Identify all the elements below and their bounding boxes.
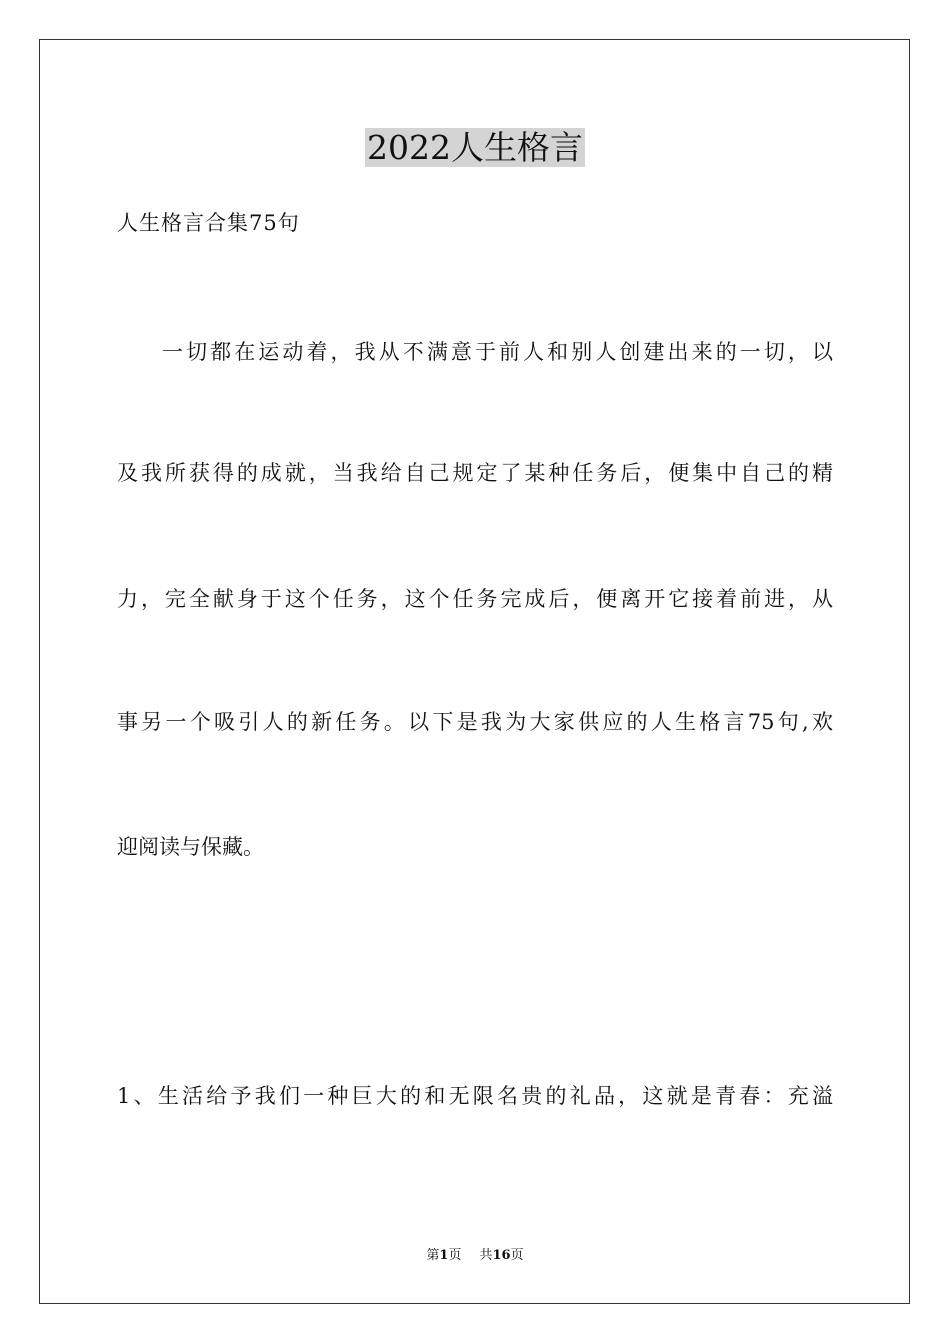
footer-total-suffix: 页 xyxy=(510,1248,524,1263)
paragraph-line-1: 一切都在运动着，我从不满意于前人和别人创建出来的一切，以 xyxy=(162,340,833,364)
footer-total-prefix: 共 xyxy=(479,1248,493,1263)
footer-total-pages: 16 xyxy=(492,1248,511,1263)
document-title-text: 2022人生格言 xyxy=(367,128,583,167)
paragraph-line-3: 力，完全献身于这个任务，这个任务完成后，便离开它接着前进，从 xyxy=(117,587,833,611)
footer-page-prefix: 第 xyxy=(426,1248,440,1263)
document-subtitle: 人生格言合集75句 xyxy=(117,211,300,235)
paragraph-line-2: 及我所获得的成就，当我给自己规定了某种任务后，便集中自己的精 xyxy=(117,461,833,485)
paragraph-line-4: 事另一个吸引人的新任务。以下是我为大家供应的人生格言75句,欢 xyxy=(117,710,833,734)
list-item-1: 1、生活给予我们一种巨大的和无限名贵的礼品，这就是青春：充溢 xyxy=(117,1084,833,1108)
paragraph-line-5: 迎阅读与保藏。 xyxy=(117,835,264,859)
page-footer xyxy=(0,1246,950,1266)
footer-page-suffix: 页 xyxy=(448,1248,462,1263)
footer-page-number: 1 xyxy=(439,1248,449,1263)
document-title xyxy=(0,126,950,170)
